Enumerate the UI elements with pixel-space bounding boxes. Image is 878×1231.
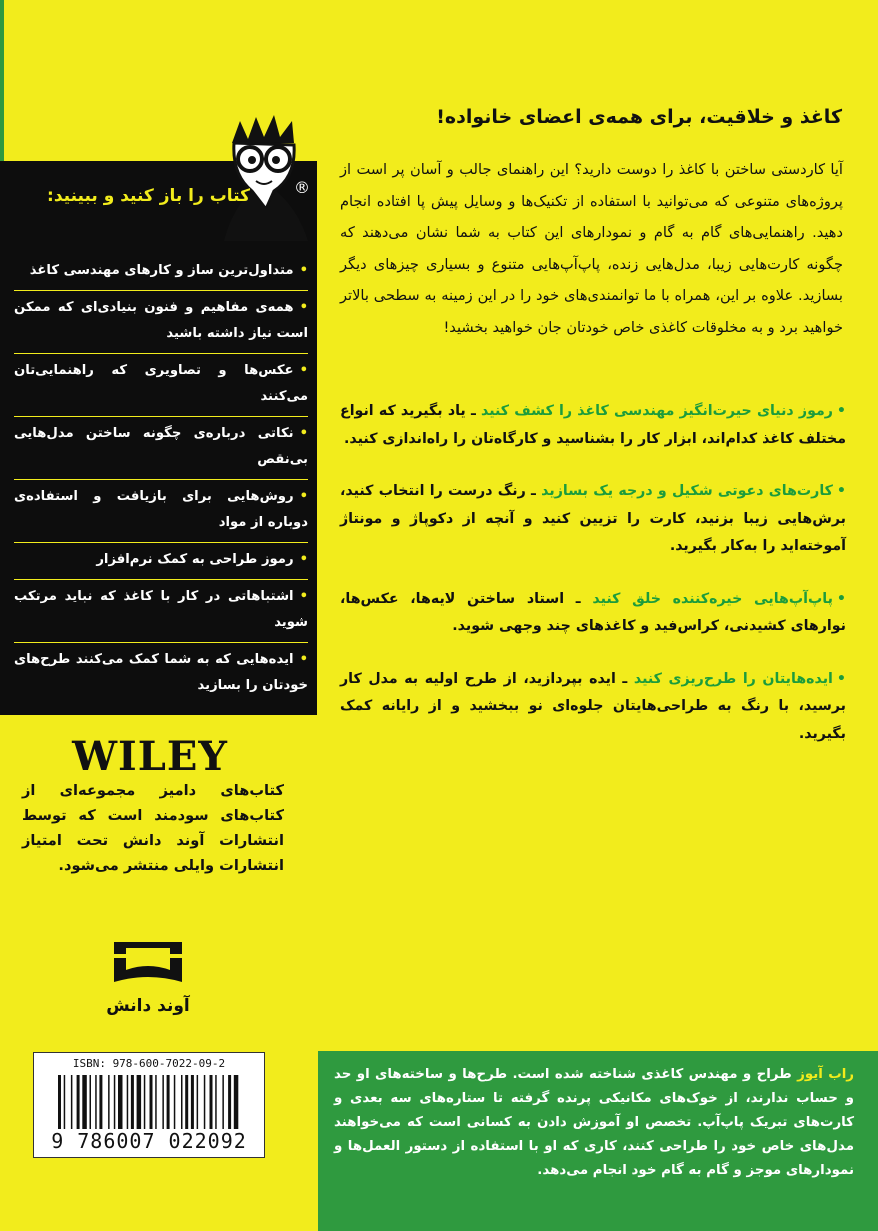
panel-item-text: همه‌ی مفاهیم و فنون بنیادی‌ای که ممکن است نیاز داشته باشید — [14, 300, 308, 341]
panel-item-text: ایده‌هایی که به شما کمک می‌کنند طرح‌های خودتان را بسازید — [14, 652, 308, 693]
barcode-bar — [127, 1075, 129, 1129]
bullet-icon: • — [299, 263, 308, 278]
bullet-icon: • — [836, 483, 846, 499]
barcode-box — [33, 1052, 265, 1158]
panel-item-text: رموز طراحی به کمک نرم‌افزار — [96, 552, 294, 567]
barcode-bar — [162, 1075, 164, 1129]
feature-text: ـ استاد ساختن لایه‌ها، عکس‌ها، نوارهای کشیدنی، کراس‌فید و کاغذهای چند وجهی شوید. — [340, 590, 846, 634]
barcode-bar — [137, 1075, 142, 1129]
feature-item — [340, 398, 846, 453]
feature-lead: کارت‌های دعوتی شکیل و درجه یک بسازید — [541, 483, 833, 499]
panel-list-item — [14, 480, 308, 543]
barcode-bar — [222, 1075, 224, 1129]
panel-list-item — [14, 643, 308, 705]
dummies-man-icon — [212, 113, 322, 241]
publisher-note: کتاب‌های دامیز مجموعه‌ای از کتاب‌های سودمند است که توسط انتشارات آوند دانش تحت امتیاز انتشارات وایلی منتشر می‌شود. — [22, 782, 284, 874]
feature-text: ـ یاد بگیرید که انواع مختلف کاغذ کدام‌اند، ابزار کار را بشناسید و کارگاه‌تان را راه‌اندازی کنید. — [340, 403, 846, 447]
feature-lead: رموز دنیای حیرت‌انگیز مهندسی کاغذ را کشف کنید — [481, 403, 833, 419]
barcode-bar — [150, 1075, 153, 1129]
barcode-bar — [181, 1075, 183, 1129]
panel-list-item — [14, 291, 308, 354]
barcode-bar — [210, 1075, 213, 1129]
panel-list-item — [14, 354, 308, 417]
feature-lead: پاپ‌آپ‌هایی خیره‌کننده خلق کنید — [592, 590, 833, 607]
panel-heading: کتاب را باز کنید و ببینید: — [47, 186, 250, 206]
barcode-bar — [108, 1075, 110, 1129]
barcode-bar — [228, 1075, 231, 1129]
isbn-label: ISBN: 978-600-7022-09-2 — [72, 1057, 226, 1070]
barcode-bar — [77, 1075, 80, 1129]
book-logo-icon — [112, 940, 184, 984]
panel-list-item — [14, 417, 308, 480]
barcode-icon — [58, 1075, 240, 1129]
bullet-icon: • — [299, 552, 308, 567]
feature-text: ـ رنگ درست را انتخاب کنید، برش‌هایی زیبا بزنید، کارت را تزیین کنید و آنچه از دکوپاژ و مونتاژ آموخته‌اید را به‌کار بگیرید. — [340, 483, 846, 554]
barcode-bar — [215, 1075, 217, 1129]
author-box — [318, 1051, 878, 1231]
author-bio — [334, 1063, 854, 1183]
feature-item — [340, 666, 846, 749]
registered-mark: ® — [294, 178, 310, 197]
bullet-icon: • — [836, 670, 846, 687]
panel-item-text: نکاتی درباره‌ی چگونه ساختن مدل‌هایی بی‌نقص — [14, 426, 308, 467]
author-bio-text: طراح و مهندس کاغذی شناخته شده است. طرح‌ها و ساخته‌های او حد و حساب ندارند، از خوک‌های مکانیکی پرنده گرفته تا ستاره‌های سه بعدی و کارت‌های تبریک پاپ‌آپ. تخصص او آموزش دادن به کسانی است که می‌خواهند مدل‌های خاص خود را طراحی کنند، کاری که او با استفاده از دستور العمل‌ها و نمودارهای موجز و گام به گام خود انجام می‌دهد. — [334, 1067, 854, 1178]
author-name: راب آیوز — [797, 1067, 854, 1082]
bullet-icon: • — [299, 652, 308, 667]
bullet-icon: • — [299, 589, 308, 604]
bullet-icon: • — [299, 300, 308, 315]
barcode-bar — [82, 1075, 87, 1129]
intro-paragraph: آیا کاردستی ساختن با کاغذ را دوست دارید؟ این راهنمای جالب و آسان پر است از پروژه‌های متنوعی که می‌توانید با استفاده از تکنیک‌ها و وسایل پیش پا افتاده انجام دهید. راهنمایی‌های گام به گام و نمودارهای این کتاب به شما نشان می‌دهند که چگونه کارت‌هایی زیبا، مدل‌هایی زنده، پاپ‌آپ‌هایی متنوع و بسیاری چیزهای دیگر بسازید. علاوه بر این، همراه با ما توانمندی‌های خود را در این زمینه به سطحی بالاتر خواهید برد و به مخلوقات کاغذی خاص خودتان جان خواهید بخشید! — [340, 161, 843, 336]
barcode-digits: 9 786007 022092 — [51, 1129, 247, 1153]
panel-list — [14, 254, 308, 705]
feature-item — [340, 586, 846, 641]
bullet-icon: • — [836, 403, 846, 419]
barcode-bar — [197, 1075, 199, 1129]
panel-list-item — [14, 543, 308, 580]
barcode-bar — [118, 1075, 123, 1129]
barcode-bar — [185, 1075, 188, 1129]
barcode-bar — [234, 1075, 239, 1129]
barcode-bar — [99, 1075, 102, 1129]
feature-list — [340, 398, 846, 773]
bullet-icon: • — [299, 489, 308, 504]
barcode-bar — [144, 1075, 146, 1129]
barcode-bar — [167, 1075, 170, 1129]
panel-item-text: اشتباهاتی در کار با کاغذ که نباید مرتکب شوید — [14, 589, 308, 630]
panel-list-item — [14, 254, 308, 291]
wiley-logo: WILEY — [72, 733, 228, 780]
barcode-bar — [155, 1075, 157, 1129]
barcode-bar — [90, 1075, 92, 1129]
panel-list-item — [14, 580, 308, 643]
panel-item-text: روش‌هایی برای بازیافت و استفاده‌ی دوباره از مواد — [14, 489, 308, 530]
barcode-bar — [95, 1075, 97, 1129]
panel-item-text: متداول‌ترین ساز و کارهای مهندسی کاغذ — [29, 263, 294, 278]
feature-text: ـ ایده بپردازید، از طرح اولیه به مدل کار برسید، با رنگ به طراحی‌هایتان جلوه‌ای نو ببخشید و از رایانه کمک بگیرید. — [340, 670, 846, 742]
barcode-bar — [114, 1075, 116, 1129]
panel-item-text: عکس‌ها و تصاویری که راهنمایی‌تان می‌کنند — [14, 363, 308, 404]
bullet-icon: • — [299, 426, 308, 441]
barcode-bar — [191, 1075, 194, 1129]
barcode-bar — [58, 1075, 61, 1129]
main-title: کاغذ و خلاقیت، برای همه‌ی اعضای خانواده! — [436, 106, 842, 128]
feature-item — [340, 478, 846, 561]
bullet-icon: • — [299, 363, 308, 378]
barcode-bar — [131, 1075, 134, 1129]
barcode-bar — [71, 1075, 73, 1129]
barcode-bar — [64, 1075, 65, 1129]
barcode-bar — [204, 1075, 206, 1129]
barcode-bar — [174, 1075, 176, 1129]
green-edge-strip — [0, 0, 4, 161]
feature-lead: ایده‌هایتان را طرح‌ریزی کنید — [633, 670, 833, 687]
bullet-icon: • — [836, 590, 846, 607]
publisher-name: آوند دانش — [106, 996, 190, 1016]
